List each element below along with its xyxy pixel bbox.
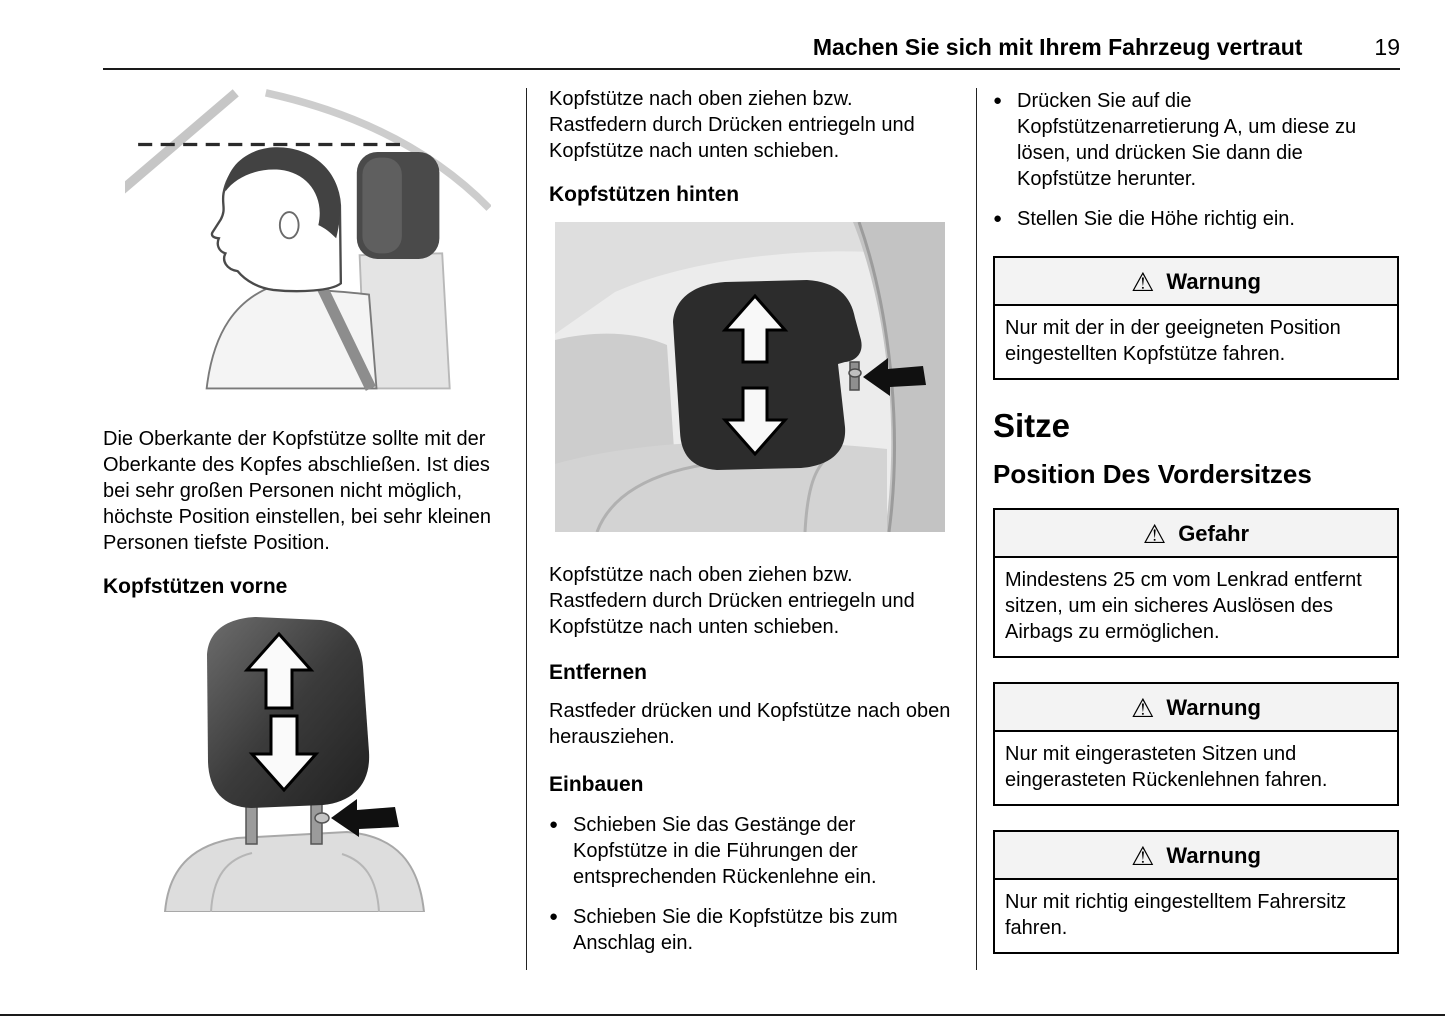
list-item [549,812,951,890]
headrest-height-illustration [125,88,491,398]
warning-box-header [995,258,1397,306]
warning-title: Warnung [1166,269,1261,294]
warning-box [993,256,1399,380]
column-middle [549,86,951,956]
warning-body: Nur mit der in der geeigneten Position eingestellten Kopfstütze fahren. [1005,317,1341,365]
warning-body: Nur mit eingerasteten Sitzen und eingerasteten Rückenlehnen fahren. [1005,743,1328,791]
rear-headrest-illustration [555,222,945,532]
warning-box [993,682,1399,806]
heading-einbauen: Einbauen [549,773,644,796]
bullet-icon: ● [549,816,559,833]
bullet-icon: ● [993,210,1003,227]
list-item-text: Schieben Sie das Gestänge der Kopfstütze in die Führungen der entsprechenden Rückenlehne ein. [573,814,877,888]
page-number: 19 [1374,34,1400,60]
heading-kopfstuetzen-vorne: Kopfstützen vorne [103,575,288,598]
bullet-icon: ● [549,908,559,925]
headrest-intro-paragraph: Die Oberkante der Kopfstütze sollte mit der Oberkante des Kopfes abschließen. Ist dies bei sehr großen Personen nicht möglich, höchste Position einstellen, bei sehr kleinen Personen tiefste Position. [103,428,492,554]
person-headrest-drawing [125,88,491,398]
warning-triangle-icon: ⚠ [1131,693,1155,723]
list-item [993,206,1399,232]
warning-triangle-icon: ⚠ [1131,841,1155,871]
danger-box-header [995,510,1397,558]
list-item-text: Stellen Sie die Höhe richtig ein. [1017,208,1295,230]
bullet-icon: ● [993,92,1003,109]
column-divider [526,88,527,970]
list-item-text: Schieben Sie die Kopfstütze bis zum Anschlag ein. [573,906,898,954]
column-left [103,86,511,912]
warning-body: Nur mit richtig eingestelltem Fahrersitz fahren. [1005,891,1347,939]
remove-paragraph: Rastfeder drücken und Kopfstütze nach oben herausziehen. [549,700,951,748]
heading-sitze: Sitze [993,407,1071,444]
warning-box [993,830,1399,954]
footer-rule [0,1014,1445,1016]
warning-title: Warnung [1166,843,1261,868]
danger-title: Gefahr [1178,521,1250,546]
adjust-paragraph: Kopfstütze nach oben ziehen bzw. Rastfedern durch Drücken entriegeln und Kopfstütze nach unten schieben. [549,88,915,162]
heading-position-vordersitz: Position Des Vordersitzes [993,459,1312,489]
header-rule [103,68,1400,70]
heading-entfernen: Entfernen [549,661,648,684]
front-headrest-drawing [151,612,441,912]
warning-title: Warnung [1166,695,1261,720]
warning-triangle-icon: ⚠ [1142,519,1167,549]
column-right [993,86,1399,954]
rear-headrest-drawing [555,222,945,532]
column-divider [976,88,977,970]
warning-box-header [995,832,1397,880]
front-headrest-illustration [151,612,441,912]
release-pointer-arrow-icon [331,799,399,837]
list-item [549,904,951,956]
danger-body: Mindestens 25 cm vom Lenkrad entfernt sitzen, um ein sicheres Auslösen des Airbags zu ermöglichen. [1005,569,1362,643]
adjust-paragraph-2: Kopfstütze nach oben ziehen bzw. Rastfedern durch Drücken entriegeln und Kopfstütze nach unten schieben. [549,564,915,638]
list-item-text: Drücken Sie auf die Kopfstützenarretierung A, um diese zu lösen, und drücken Sie dann die Kopfstütze herunter. [1017,90,1357,190]
page-title: Machen Sie sich mit Ihrem Fahrzeug vertraut [812,34,1303,60]
page-header [103,34,1400,61]
heading-kopfstuetzen-hinten: Kopfstützen hinten [549,183,740,206]
warning-triangle-icon: ⚠ [1131,267,1155,297]
warning-box-header [995,684,1397,732]
danger-box [993,508,1399,658]
list-item [993,88,1399,192]
